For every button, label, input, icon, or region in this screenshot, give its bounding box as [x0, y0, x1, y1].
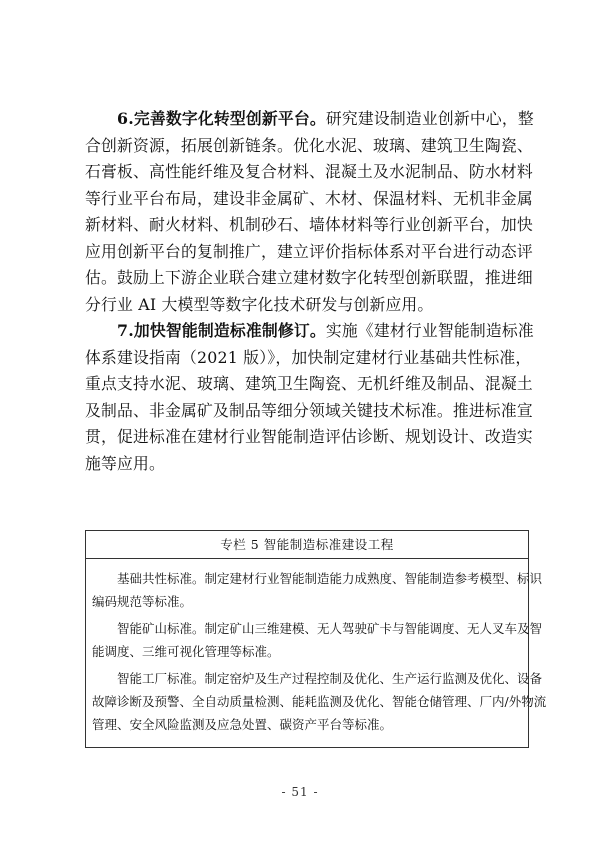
section-6-first-line — [85, 106, 534, 133]
box-body — [86, 559, 547, 736]
text-line: 应用创新平台的复制推广，建立评价指标体系对平台进行动态评 — [85, 241, 533, 261]
text-line: 体系建设指南（2021 版）》，加快制定建材行业基础共性标准， — [85, 347, 532, 367]
section-7-first-line-text: 实施《建材行业智能制造标准 — [325, 321, 534, 340]
section-7-paragraph — [85, 345, 533, 478]
section-7-heading: 7.加快智能制造标准制修订。 — [117, 321, 326, 340]
page-number: - 51 - — [281, 785, 319, 799]
box-text-line: 故障诊断及预警、全自动质量检测、能耗监测及优化、智能仓储管理、厂内/外物流 — [92, 694, 547, 709]
text-line: 合创新资源，拓展创新链条。优化水泥、玻璃、建筑卫生陶瓷、 — [85, 135, 533, 155]
section-6-heading: 6.完善数字化转型创新平台。 — [117, 109, 326, 128]
box-paragraph — [92, 617, 543, 663]
box-text-line: 管理、安全风险监测及应急处置、碳资产平台等标准。 — [92, 717, 393, 732]
section-7-first-line — [85, 318, 534, 345]
box-text-line: 编码规范等标准。 — [92, 594, 193, 609]
box-paragraph — [92, 567, 543, 613]
column-box — [85, 530, 547, 748]
box-title: 专栏 5 智能制造标准建设工程 — [86, 531, 528, 559]
text-line: 等行业平台布局，建设非金属矿、木材、保温材料、无机非金属 — [85, 188, 533, 208]
body-text — [85, 106, 534, 477]
text-line: 估。鼓励上下游企业联合建立建材数字化转型创新联盟，推进细 — [85, 268, 533, 287]
text-line: 贯，促进标准在建材行业智能制造评估诊断、规划设计、改造实 — [85, 427, 533, 446]
box-text-line: 智能矿山标准。制定矿山三维建模、无人驾驶矿卡与智能调度、无人叉车及智 — [92, 621, 543, 636]
section-6-first-line-text: 研究建设制造业创新中心，整 — [325, 109, 534, 128]
text-line: 及制品、非金属矿及制品等细分领域关键技术标准。推进标准宣 — [85, 400, 533, 420]
text-line: 重点支持水泥、玻璃、建筑卫生陶瓷、无机纤维及制品、混凝土 — [85, 374, 533, 393]
box-text-line: 能调度、三维可视化管理等标准。 — [92, 644, 280, 659]
box-paragraph — [92, 667, 547, 736]
text-line: 施等应用。 — [85, 453, 165, 473]
box-text-line: 基础共性标准。制定建材行业智能制造能力成熟度、智能制造参考模型、标识 — [92, 571, 543, 586]
text-line: 新材料、耐火材料、机制砂石、墙体材料等行业创新平台，加快 — [85, 215, 533, 234]
text-line: 分行业 AI 大模型等数字化技术研发与创新应用。 — [85, 294, 434, 314]
text-line: 石膏板、高性能纤维及复合材料、混凝土及水泥制品、防水材料 — [85, 162, 533, 181]
section-6-paragraph — [85, 133, 533, 319]
box-text-line: 智能工厂标准。制定窑炉及生产过程控制及优化、生产运行监测及优化、设备 — [92, 671, 543, 686]
